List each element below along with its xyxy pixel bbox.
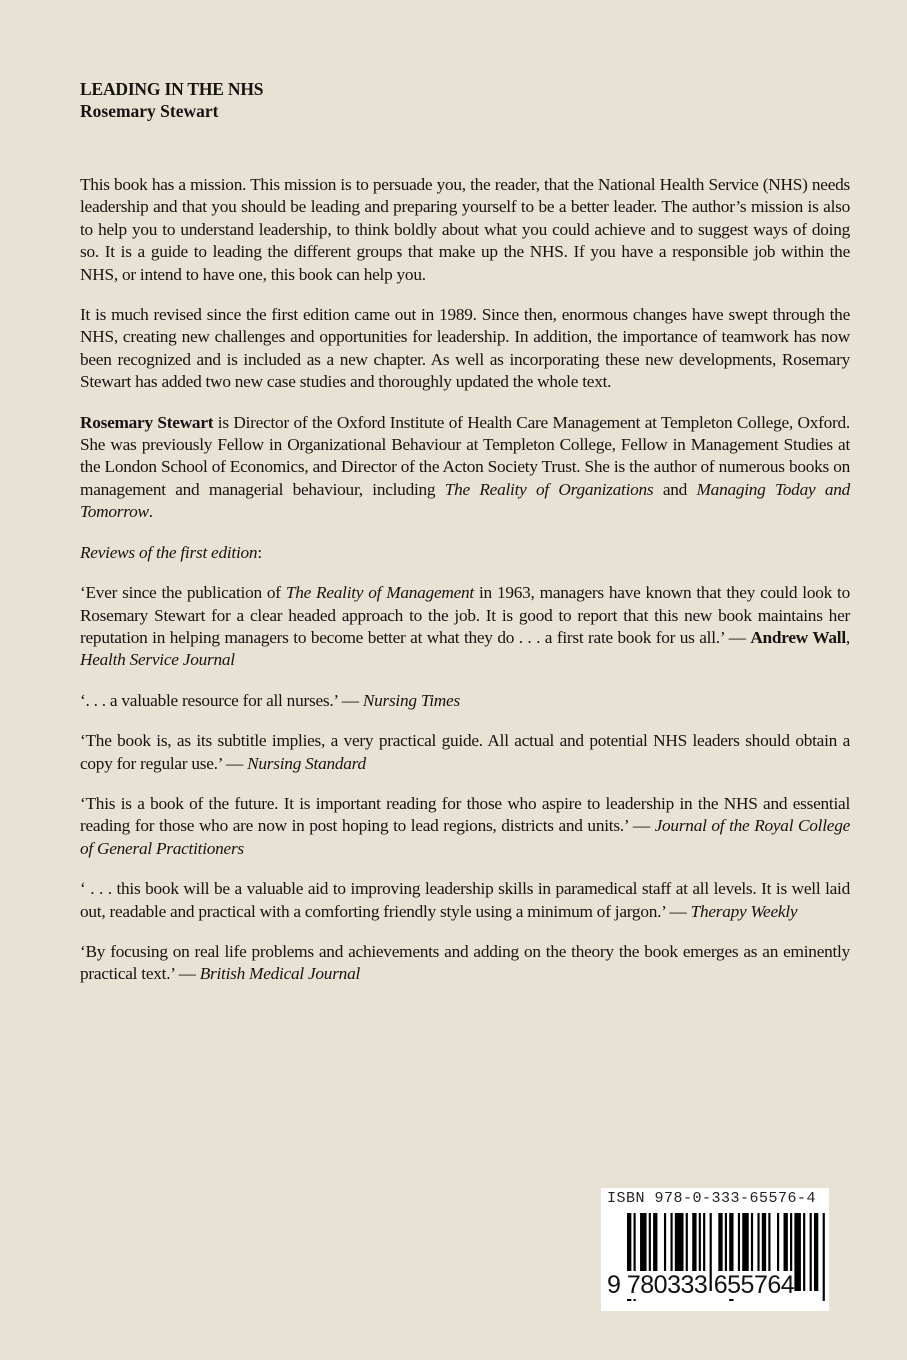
reviews-heading: Reviews of the first edition: xyxy=(80,542,262,562)
review-6: ‘By focusing on real life problems and achievements and adding on the theory the book emerges as an eminently practical text.’ — British Medical Journal xyxy=(80,941,850,984)
barcode-bar xyxy=(814,1213,818,1291)
review-4: ‘This is a book of the future. It is important reading for those who aspire to leadership in the NHS and essential reading for those who are now in post hoping to lead regions, districts and units.’ — Journal of the Royal College of General Practitioners xyxy=(80,793,851,858)
review-1: ‘Ever since the publication of The Reality of Management in 1963, managers have known that they could look to Rosemary Stewart for a clear headed approach to the job. It is good to report that this new book maintains her reputation in helping managers to become better at what they do . . . a first rate book for us all.’ — Andrew Wall, Health Service Journal xyxy=(80,583,850,670)
review-source: Nursing Times xyxy=(362,690,460,710)
barcode-bar xyxy=(823,1213,825,1301)
review-source: British Medical Journal xyxy=(199,964,361,984)
review-5: ‘ . . . this book will be a valuable aid to improving leadership skills in paramedical staff at all levels. It is well laid out, readable and practical with a comforting friendly style using a minimum of jargon.’ — Therapy Weekly xyxy=(80,879,850,921)
blurb-paragraph-2: It is much revised since the first edition came out in 1989. Since then, enormous changes have swept through the NHS, creating new challenges and opportunities for leadership. In addition, the importance of teamwork has now been recognized and is included as a new chapter. As well as incorporating these new developments, Rosemary Stewart has added two new case studies and thoroughly updated the whole text. xyxy=(80,305,850,392)
review-source: Therapy Weekly xyxy=(690,901,798,921)
isbn-barcode xyxy=(601,1188,829,1311)
review-source: Health Service Journal xyxy=(80,650,235,670)
review-source: Journal of the Royal College of General Practitioners xyxy=(80,816,851,858)
author-bio: Rosemary Stewart is Director of the Oxford Institute of Health Care Management at Templeton College, Oxford. She was previously Fellow in Organizational Behaviour at Templeton College, Fellow in Management Studies at the London School of Economics, and Director of the Acton Society Trust. She is the author of numerous books on management and managerial behaviour, including The Reality of Organizations and Managing Today and Tomorrow. xyxy=(80,412,851,522)
barcode-bar xyxy=(794,1213,801,1291)
barcode-bar xyxy=(810,1213,812,1291)
bio-book-1: The Reality of Organizations xyxy=(444,479,654,499)
bio-name: Rosemary Stewart xyxy=(80,412,214,432)
barcode-digits: 9 780333 655764 xyxy=(607,1271,795,1299)
review-2: ‘. . . a valuable resource for all nurses.’ — Nursing Times xyxy=(80,690,460,710)
bio-book-2: Managing Today and Tomorrow xyxy=(80,479,851,522)
back-cover xyxy=(80,78,850,1004)
book-title: LEADING IN THE NHS xyxy=(80,79,264,99)
review-source: Nursing Standard xyxy=(247,753,366,773)
isbn-label: ISBN 978-0-333-65576-4 xyxy=(607,1190,817,1207)
review-3: ‘The book is, as its subtitle implies, a very practical guide. All actual and potential NHS leaders should obtain a copy for regular use.’ — Nursing Standard xyxy=(80,731,850,773)
reviewer-name: Andrew Wall xyxy=(750,627,846,647)
barcode-bar xyxy=(803,1213,805,1291)
book-author: Rosemary Stewart xyxy=(80,101,219,121)
blurb-paragraph-1: This book has a mission. This mission is to persuade you, the reader, that the National Health Service (NHS) needs leadership and that you should be leading and preparing yourself to be a better leader. The author’s mission is also to help you to understand leadership, to think boldly about what you could achieve and to suggest ways of doing so. It is a guide to leading the different groups that make up the NHS. If you have a responsible job within the NHS, or intend to have one, this book can help you. xyxy=(80,175,850,284)
